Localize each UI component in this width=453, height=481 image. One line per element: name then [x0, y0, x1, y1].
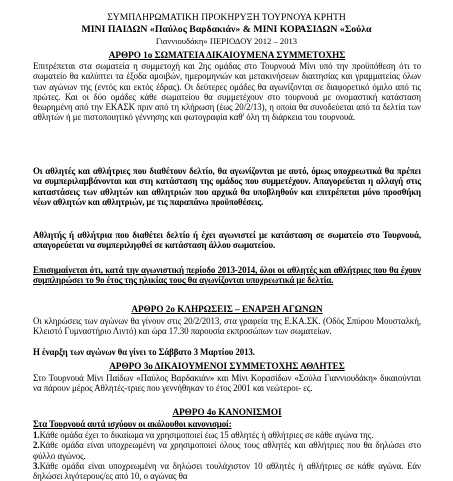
article-2-heading: ΑΡΘΡΟ 2ο ΚΛΗΡΩΣΕΙΣ – ΕΝΑΡΞΗ ΑΓΩΝΩΝ [131, 304, 323, 314]
article-2-paragraph: Οι κληρώσεις των αγώνων θα γίνουν στις 20/2/2013, στα γραφεία της Ε.ΚΑ.ΣΚ. (Οδός Σπύρου Μουσταλκή, Κλειστό Γυμναστήριο Λιντό) και ώρα 17.30 παρουσία εκπροσώπων των σωματείων. [33, 316, 421, 337]
rules-list [33, 430, 421, 481]
article-4-heading: ΑΡΘΡΟ 4ο ΚΑΝΟΝΙΣΜΟΙ [172, 407, 282, 417]
tournament-name: ΜΙΝΙ ΠΑΙΔΩΝ «Παύλος Βαρδακιάν» & ΜΙΝΙ ΚΟΡΑΣΙΔΩΝ «Σούλα [81, 24, 372, 35]
article-3-heading: ΑΡΘΡΟ 3ο ΔΙΚΑΙΟΥΜΕΝΟΙ ΣΥΜΜΕΤΟΧΗΣ ΑΘΛΗΤΕΣ [109, 361, 345, 371]
article-3-paragraph: Στο Τουρνουά Μίνι Παίδων «Παύλος Βαρδακιάν» και Μίνι Κορασίδων «Σούλα Γιαννιουδάκη» δικαιούνται να πάρουν μέρος Αθλητές-τριες που γεννήθηκαν το έτος 2001 και νεώτεροι- ες. [33, 373, 421, 394]
announcement-title: ΣΥΜΠΛΗΡΩΜΑΤΙΚΗ ΠΡΟΚΗΡΥΞΗ ΤΟΥΡΝΟΥΑ ΚΡΗΤΗ [107, 12, 346, 23]
rule-number: 3. [33, 460, 40, 471]
rule-item-2 [33, 440, 421, 461]
rule-text: Κάθε ομάδα είναι υποχρεωμένη να χρησιμοποιεί όλους τους αθλητές και αθλήτριες που θα δηλώσει στο φύλλο αγώνος. [33, 440, 421, 461]
rule-number: 2. [33, 440, 40, 451]
article-1-bold-note-3: Επισημαίνεται ότι, κατά την αγωνιστική περίοδο 2013-2014, όλοι οι αθλητές και αθλήτριες που θα έχουν συμπληρώσει το 9ο έτος της ηλικίας τους θα αγωνίζονται υποχρεωτικά με δελτία. [33, 265, 421, 286]
article-1-heading: ΑΡΘΡΟ 1ο ΣΩΜΑΤΕΙΑ ΔΙΚΑΙΟΥΜΕΝΑ ΣΥΜΜΕΤΟΧΗΣ [108, 50, 346, 60]
rule-text: Κάθε ομάδα έχει το δικαίωμα να χρησιμοποιεί έως 15 αθλητές ή αθλήτριες σε κάθε αγώνα της. [39, 430, 374, 440]
article-1-paragraph: Επιτρέπεται στα σωματεία η συμμετοχή και 2ης ομάδας στο Τουρνουά Μίνι υπό την προϋπόθεση ότι το σωματείο θα καλύπτει τα έξοδα αμοιβών, ημερομηνιών και μετακινήσεων διαιτησίας και γραμματείας όλων των αγώνων της (εντός και εκτός έδρας). Οι δεύτερες ομάδες θα αγωνίζονται σε διαφορετικό όμιλο από τις πρώτες. Και οι δύο ομάδες κάθε σωματείου θα συμμετέχουν στο τουρνουά με ονομαστική κατάσταση θεωρημένη από την ΕΚΑΣΚ πριν από τη κλήρωση (έως 20/2/13), η οποία θα συνοδεύεται από τα δελτία των αθλητών ή με πιστοποιητικό γέννησης και φωτογραφία καθ' όλη τη διάρκεια του τουρνουά. [33, 61, 421, 123]
article-4-intro: Στα Τουρνουά αυτά ισχύουν οι ακόλουθοι κανονισμοί: [33, 419, 232, 429]
article-1-bold-note-1: Οι αθλητές και αθλήτριες που διαθέτουν δελτίο, θα αγωνίζονται με αυτό, όμως υποχρεωτικά θα πρέπει να συμπεριλαμβάνονται και στη κατάσταση της ομάδος που συμμετέχουν. Απαγορεύεται η αλλαγή στις καταστάσεις των αθλητών και αθλητριών που αρχικά θα υποβληθούν και επιτρέπεται μόνο προσθήκη νέων αθλητών και αθλητριών, με τις παραπάνω προϋποθέσεις. [33, 166, 421, 207]
article-1-bold-note-2: Αθλητής ή αθλήτρια που διαθέτει δελτίο ή έχει αγωνιστεί με κατάσταση σε σωματείο στο Τουρνουά, απαγορεύεται να συμπεριληφθεί σε κατάσταση άλλου σωματείου. [33, 230, 421, 251]
rule-text: Κάθε ομάδα είναι υποχρεωμένη να δηλώσει τουλάχιστον 10 αθλητές ή αθλήτριες σε κάθε αγώνα. Εάν δηλώσει λιγότερους/ες από 10, ο αγώνας θα [33, 460, 421, 481]
rule-item-3 [33, 461, 421, 481]
rule-number: 1. [33, 430, 40, 440]
rule-item-1 [33, 430, 421, 440]
article-2-start-date: Η έναρξη των αγώνων θα γίνει το Σάββατο 3 Μαρτίου 2013. [33, 347, 255, 357]
tournament-period: Γιαννιουδάκη» ΠΕΡΙΟΔΟΥ 2012 – 2013 [155, 36, 298, 46]
